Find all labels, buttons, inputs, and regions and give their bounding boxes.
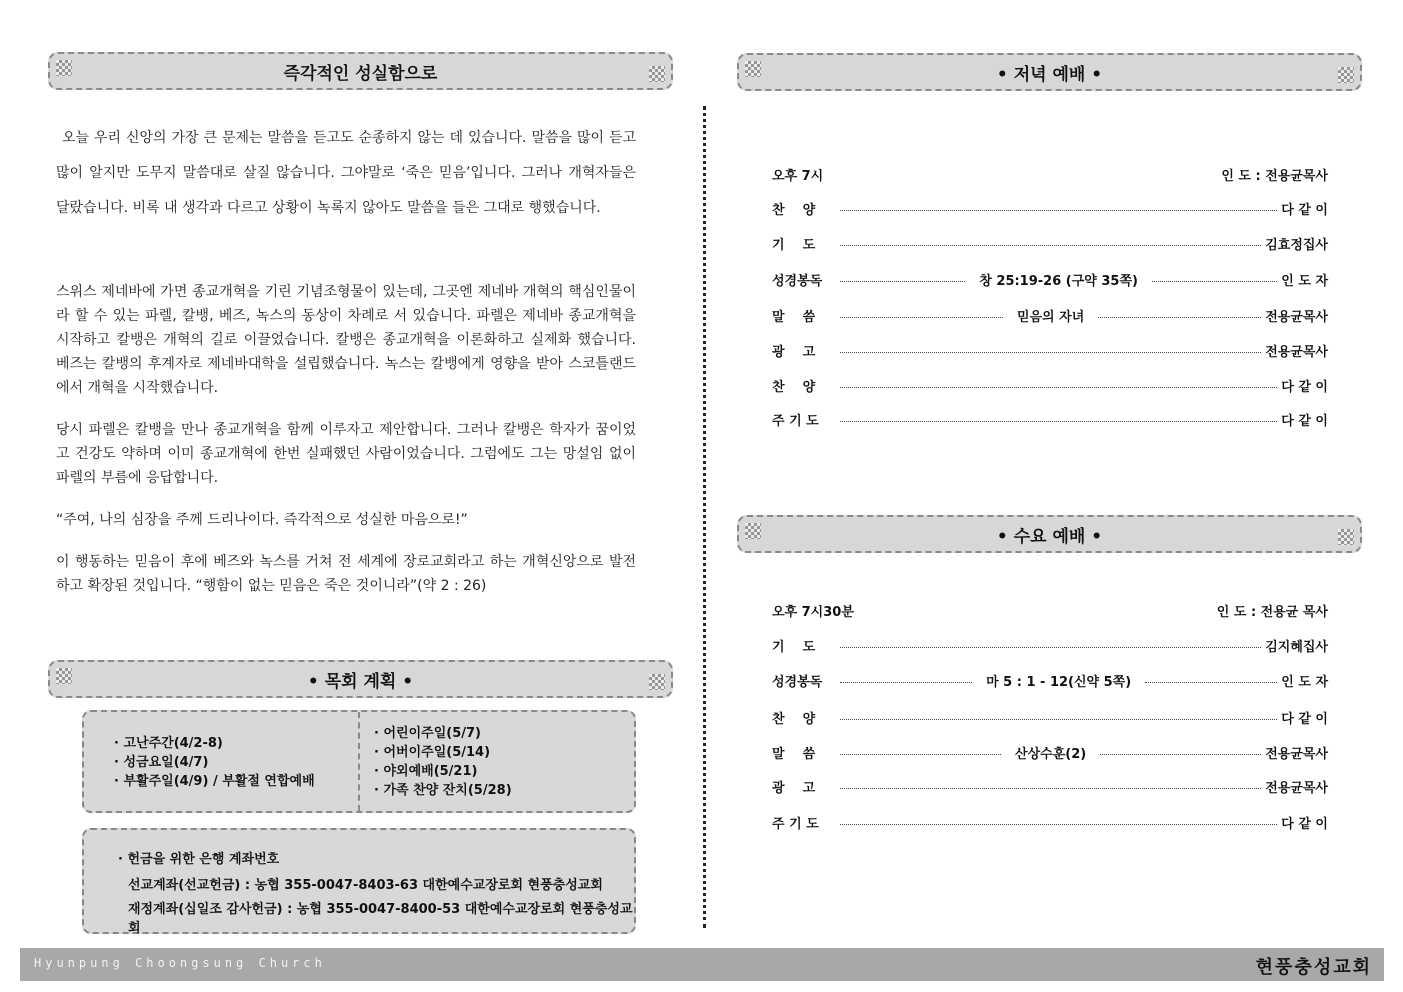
dotted-leader bbox=[840, 754, 1001, 755]
order-label: 주 기 도 bbox=[772, 413, 819, 429]
sermon-paragraph-1: 오늘 우리 신앙의 가장 큰 문제는 말씀을 듣고도 순종하지 않는 데 있습니다. 말씀을 많이 듣고 많이 알지만 도무지 말씀대로 살질 않습니다. 그야말로 ‘죽은 믿음’입니다. 그러나 개혁자들은 달랐습니다. 비록 내 생각과 다르고 상황이 녹록지 않아도 말씀을 들은 그대로 행했습니다. bbox=[56, 130, 636, 216]
church-name-english: Hyunpung Choongsung Church bbox=[34, 956, 326, 970]
order-label: 기 도 bbox=[772, 639, 816, 655]
list-item: · 어린이주일(5/7) bbox=[374, 726, 481, 741]
bank-title: · 헌금을 위한 은행 계좌번호 bbox=[118, 852, 280, 867]
order-row bbox=[772, 340, 1328, 360]
order-label: 광 고 bbox=[772, 344, 816, 360]
list-item: · 성금요일(4/7) bbox=[114, 755, 209, 770]
order-detail: 믿음의 자녀 bbox=[1016, 309, 1085, 325]
order-row bbox=[772, 375, 1328, 395]
dotted-leader bbox=[1145, 682, 1277, 683]
order-label: 말 씀 bbox=[772, 746, 816, 762]
dotted-leader bbox=[840, 647, 1261, 648]
plan-list-may bbox=[374, 724, 512, 800]
dotted-leader bbox=[840, 245, 1261, 246]
evening-title: • 저녁 예배 • bbox=[996, 64, 1103, 85]
divider bbox=[358, 712, 360, 811]
wednesday-time: 오후 7시30분 bbox=[772, 604, 854, 620]
evening-time: 오후 7시 bbox=[772, 168, 824, 184]
sermon-title: 즉각적인 성실함으로 bbox=[283, 63, 438, 84]
order-label: 성경봉독 bbox=[772, 674, 823, 690]
plan-title: • 목회 계획 • bbox=[307, 671, 414, 692]
order-row bbox=[772, 198, 1328, 218]
order-value: 다 같 이 bbox=[1281, 816, 1328, 832]
list-item: · 가족 찬양 잔치(5/28) bbox=[374, 783, 512, 798]
plan-list-april bbox=[114, 734, 315, 791]
sermon-paragraph-2: 스위스 제네바에 가면 종교개혁을 기린 기념조형물이 있는데, 그곳엔 제네바 개혁의 핵심인물이라 할 수 있는 파렐, 칼뱅, 베즈, 녹스의 동상이 차례로 서 있습니다. 파렐은 제네바 종교개혁을 시작하고 칼뱅은 개혁의 길로 이끌었습니다. 칼뱅은 종교개혁을 이론화하고 실제화 했습니다. 베즈는 칼뱅의 후계자로 제네바대학을 설립했습니다. 녹스는 칼뱅에게 영향을 받아 스코틀랜드에서 개혁을 시작했습니다. bbox=[56, 284, 636, 396]
plan-box bbox=[82, 710, 636, 813]
bank-account-mission: 선교계좌(선교헌금) : 농협 355-0047-8403-63 대한예수교장로회 현풍충성교회 bbox=[128, 878, 603, 893]
page-divider bbox=[703, 106, 706, 928]
order-row bbox=[772, 305, 1328, 325]
dotted-leader bbox=[840, 719, 1277, 720]
order-row bbox=[772, 409, 1328, 429]
list-item: · 야외예배(5/21) bbox=[374, 764, 478, 779]
dotted-leader bbox=[840, 824, 1277, 825]
footer-bar bbox=[20, 948, 1384, 981]
dotted-leader bbox=[1098, 317, 1261, 318]
order-row bbox=[772, 742, 1328, 762]
order-value: 전용균목사 bbox=[1265, 344, 1328, 360]
wednesday-title-banner bbox=[737, 515, 1362, 553]
sermon-quote: “주여, 나의 심장을 주께 드리나이다. 즉각적으로 성실한 마음으로!” bbox=[56, 512, 468, 528]
order-row bbox=[772, 269, 1328, 289]
evening-order bbox=[772, 164, 1328, 434]
order-value: 김효정집사 bbox=[1265, 237, 1328, 253]
order-label: 성경봉독 bbox=[772, 273, 823, 289]
sermon-paragraph-3: 당시 파렐은 칼뱅을 만나 종교개혁을 함께 이루자고 제안합니다. 그러나 칼뱅은 학자가 꿈이었고 건강도 약하며 이미 종교개혁에 한번 실패했던 사람이었습니다. 그럼에도 그는 망설임 없이 파렐의 부름에 응답합니다. bbox=[56, 422, 636, 486]
sermon-title-banner bbox=[48, 52, 673, 90]
order-label: 주 기 도 bbox=[772, 816, 819, 832]
order-value: 다 같 이 bbox=[1281, 413, 1328, 429]
dotted-leader bbox=[840, 421, 1277, 422]
order-value: 전용균목사 bbox=[1265, 780, 1328, 796]
order-row bbox=[772, 776, 1328, 796]
order-detail: 산상수훈(2) bbox=[1015, 746, 1087, 762]
order-value: 다 같 이 bbox=[1281, 711, 1328, 727]
order-value: 인 도 자 bbox=[1281, 273, 1329, 289]
order-row bbox=[772, 670, 1328, 690]
order-label: 말 씀 bbox=[772, 309, 816, 325]
order-row bbox=[772, 233, 1328, 253]
evening-leader: 인 도 : 전용균목사 bbox=[1221, 168, 1328, 184]
dotted-leader bbox=[840, 682, 972, 683]
dotted-leader bbox=[840, 317, 1003, 318]
order-value: 김지혜집사 bbox=[1265, 639, 1328, 655]
plan-title-banner bbox=[48, 660, 673, 698]
bank-account-finance: 재정계좌(십일조 감사헌금) : 농협 355-0047-8400-53 대한예수교장로회 현풍충성교회 bbox=[128, 902, 633, 936]
order-detail: 창 25:19-26 (구약 35쪽) bbox=[979, 273, 1138, 289]
wednesday-leader: 인 도 : 전용균 목사 bbox=[1216, 604, 1328, 620]
dotted-leader bbox=[840, 387, 1277, 388]
church-name-korean: 현풍충성교회 bbox=[1255, 957, 1372, 978]
order-value: 다 같 이 bbox=[1281, 202, 1328, 218]
wednesday-order bbox=[772, 600, 1328, 840]
order-detail: 마 5 : 1 - 12(신약 5쪽) bbox=[986, 674, 1132, 690]
order-value: 다 같 이 bbox=[1281, 379, 1328, 395]
order-label: 광 고 bbox=[772, 780, 816, 796]
list-item: · 고난주간(4/2-8) bbox=[114, 736, 223, 751]
order-row bbox=[772, 812, 1328, 832]
dotted-leader bbox=[840, 281, 965, 282]
order-value: 인 도 자 bbox=[1281, 674, 1329, 690]
wednesday-title: • 수요 예배 • bbox=[996, 526, 1103, 547]
order-value: 전용균목사 bbox=[1265, 746, 1328, 762]
dotted-leader bbox=[840, 788, 1261, 789]
order-value: 전용균목사 bbox=[1265, 309, 1328, 325]
bank-account-box bbox=[82, 828, 636, 934]
sermon-paragraph-5: 이 행동하는 믿음이 후에 베즈와 녹스를 거쳐 전 세계에 장로교회라고 하는 개혁신앙으로 발전하고 확장된 것입니다. “행함이 없는 믿음은 죽은 것이니라”(약 2 : 26) bbox=[56, 554, 636, 594]
dotted-leader bbox=[1152, 281, 1277, 282]
order-label: 찬 양 bbox=[772, 379, 816, 395]
order-row bbox=[772, 707, 1328, 727]
evening-title-banner bbox=[737, 53, 1362, 91]
dotted-leader bbox=[840, 210, 1277, 211]
order-row bbox=[772, 635, 1328, 655]
list-item: · 어버이주일(5/14) bbox=[374, 745, 491, 760]
order-label: 기 도 bbox=[772, 237, 816, 253]
order-label: 찬 양 bbox=[772, 202, 816, 218]
dotted-leader bbox=[840, 352, 1261, 353]
dotted-leader bbox=[1100, 754, 1261, 755]
list-item: · 부활주일(4/9) / 부활절 연합예배 bbox=[114, 774, 315, 789]
order-label: 찬 양 bbox=[772, 711, 816, 727]
